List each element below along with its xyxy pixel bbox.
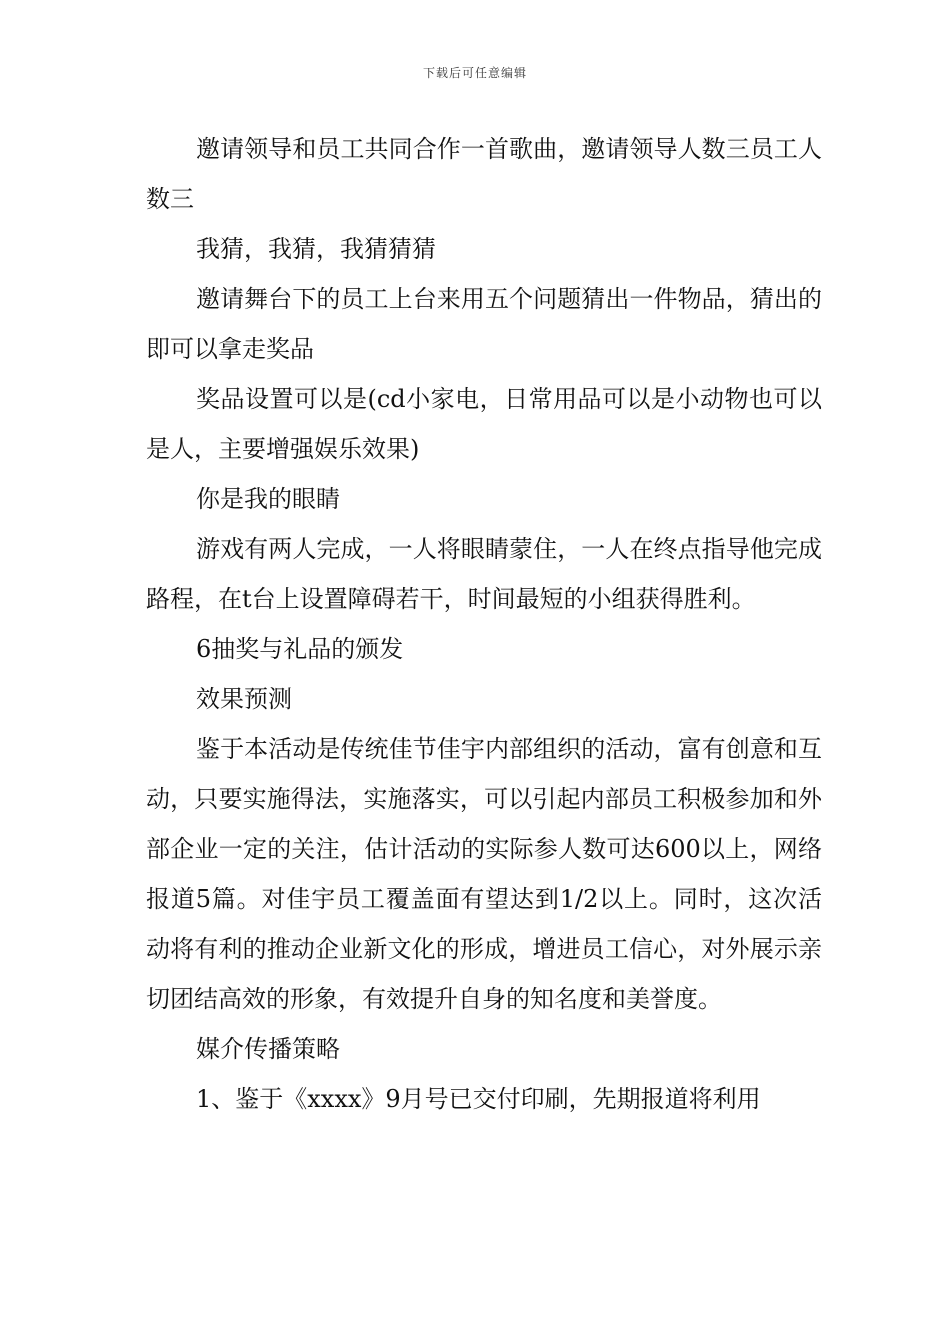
paragraph-prize-settings: 奖品设置可以是(cd小家电，日常用品可以是小动物也可以是人，主要增强娱乐效果) [146, 385, 822, 463]
document-body [146, 124, 822, 1124]
paragraph-media-heading: 媒介传播策略 [196, 1035, 340, 1063]
paragraph-media-item-1: 1、鉴于《xxxx》9月号已交付印刷，先期报道将利用 [196, 1085, 761, 1113]
paragraph-eyes-rules: 游戏有两人完成，一人将眼睛蒙住，一人在终点指导他完成路程，在t台上设置障碍若干，时间最短的小组获得胜利。 [146, 535, 822, 613]
paragraph-effect-body: 鉴于本活动是传统佳节佳宇内部组织的活动，富有创意和互动，只要实施得法，实施落实，可以引起内部员工积极参加和外部企业一定的关注，估计活动的实际参人数可达600以上，网络报道5篇。对佳宇员工覆盖面有望达到1/2以上。同时，这次活动将有利的推动企业新文化的形成，增进员工信心，对外展示亲切团结高效的形象，有效提升自身的知名度和美誉度。 [146, 735, 822, 1013]
paragraph-guess-title: 我猜，我猜，我猜猜猜 [196, 235, 436, 263]
paragraph-guess-rules: 邀请舞台下的员工上台来用五个问题猜出一件物品，猜出的即可以拿走奖品 [146, 285, 822, 363]
paragraph-effect-heading: 效果预测 [196, 685, 292, 713]
paragraph-lottery-heading: 6抽奖与礼品的颁发 [196, 635, 404, 663]
paragraph-eyes-title: 你是我的眼睛 [196, 485, 340, 513]
page-header: 下载后可任意编辑 [422, 66, 527, 80]
paragraph-invite-song: 邀请领导和员工共同合作一首歌曲，邀请领导人数三员工人数三 [146, 135, 822, 213]
